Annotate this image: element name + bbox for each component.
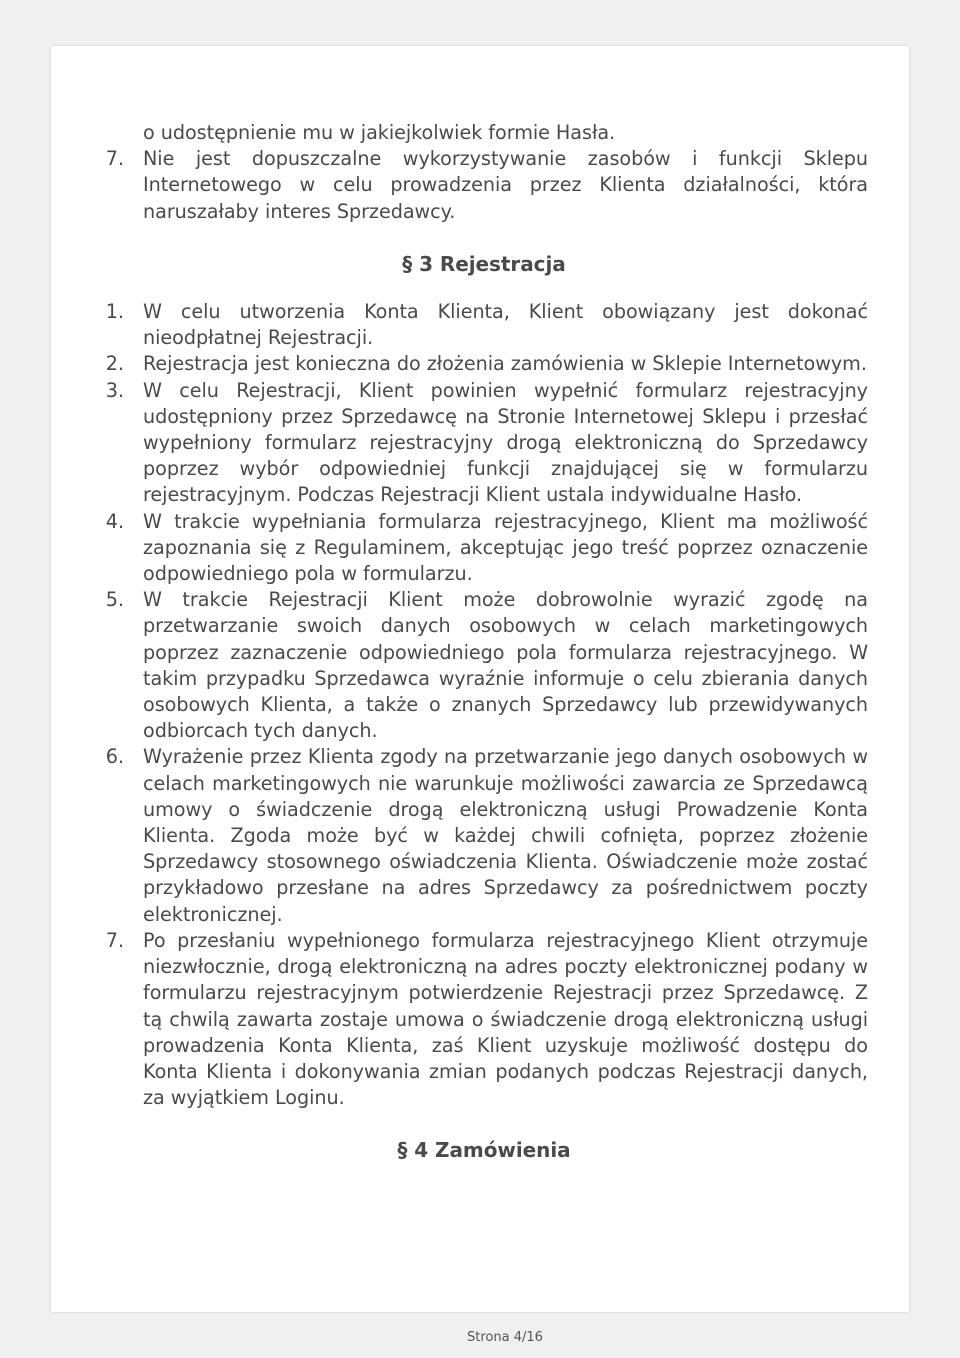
list-item (92, 744, 868, 927)
list-item-text: W trakcie Rejestracji Klient może dobrowolnie wyrazić zgodę na przetwarzanie swoich danych osobowych w celach marketingowych poprzez zaznaczenie odpowiedniego pola formularza rejestracyjnego. W takim przypadku Sprzedawca wyraźnie informuje o celu zbierania danych osobowych Klienta, a także o znanych Sprzedawcy lub przewidywanych odbiorcach tych danych. (143, 588, 868, 743)
section-heading-rejestracja: § 3 Rejestracja (402, 251, 566, 276)
list-item-number: 3. (105, 378, 124, 402)
list-item-number: 4. (105, 509, 124, 533)
list-item (92, 299, 868, 351)
document-body (92, 120, 868, 1164)
continuation-text: o udostępnienie mu w jakiejkolwiek formie Hasła. (143, 121, 616, 144)
list-item-number: 6. (105, 745, 124, 769)
list-item (92, 928, 868, 1111)
list-item-number: 5. (105, 588, 124, 612)
list-item-text: Rejestracja jest konieczna do złożenia zamówienia w Sklepie Internetowym. (143, 352, 867, 376)
list-item-number: 1. (105, 300, 124, 324)
list-item (92, 587, 868, 744)
list-item-text: W celu Rejestracji, Klient powinien wypełnić formularz rejestracyjny udostępniony przez Sprzedawcę na Stronie Internetowej Sklepu i przesłać wypełniony formularz rejestracyjny drogą elektroniczną do Sprzedawcy poprzez wybór odpowiedniej funkcji znajdującej się w formularzu rejestracyjnym. Podczas Rejestracji Klient ustala indywidualne Hasło. (143, 378, 868, 507)
list-item-number: 7. (105, 928, 124, 952)
list-item-text: Nie jest dopuszczalne wykorzystywanie zasobów i funkcji Sklepu Internetowego w celu prowadzenia przez Klienta działalności, która naruszałaby interes Sprzedawcy. (143, 147, 868, 223)
list-item-text: W trakcie wypełniania formularza rejestracyjnego, Klient ma możliwość zapoznania się z Regulaminem, akceptując jego treść poprzez oznaczenie odpowiedniego pola w formularzu. (143, 509, 868, 586)
list-item-text: W celu utworzenia Konta Klienta, Klient obowiązany jest dokonać nieodpłatnej Rejestracji. (143, 300, 868, 350)
list-item-number: 7. (105, 147, 124, 171)
list-item (92, 351, 868, 377)
list-item-number: 2. (105, 352, 124, 376)
page-number: Strona 4/16 (467, 1330, 543, 1345)
list-item (92, 378, 868, 509)
list-item-text: Po przesłaniu wypełnionego formularza rejestracyjnego Klient otrzymuje niezwłocznie, drogą elektroniczną na adres poczty elektronicznej podany w formularzu rejestracyjnym potwierdzenie Rejestracji przez Sprzedawcę. Z tą chwilą zawarta zostaje umowa o świadczenie drogą elektroniczną usługi prowadzenia Konta Klienta, zaś Klient uzyskuje możliwość dostępu do Konta Klienta i dokonywania zmian podanych podczas Rejestracji danych, za wyjątkiem Loginu. (143, 928, 868, 1110)
section-3-list (92, 299, 868, 1111)
previous-section-list (92, 146, 868, 225)
list-item (92, 146, 868, 225)
list-item (92, 509, 868, 588)
list-item-text: Wyrażenie przez Klienta zgody na przetwarzanie jego danych osobowych w celach marketingowych nie warunkuje możliwości zawarcia ze Sprzedawcą umowy o świadczenie drogą elektroniczną usługi Prowadzenie Konta Klienta. Zgoda może być w każdej chwili cofnięta, poprzez złożenie Sprzedawcy stosownego oświadczenia Klienta. Oświadczenie może zostać przykładowo przesłane na adres Sprzedawcy za pośrednictwem poczty elektronicznej. (143, 745, 868, 926)
section-heading-zamowienia: § 4 Zamówienia (397, 1138, 571, 1163)
